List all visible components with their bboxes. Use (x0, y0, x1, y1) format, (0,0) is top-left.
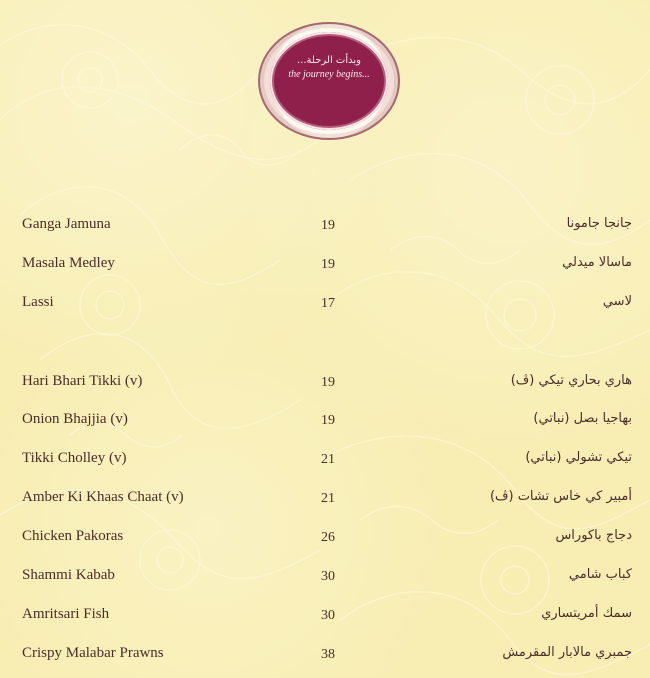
item-name: Shammi Kabab (22, 567, 115, 583)
item-name: Hari Bhari Tikki (v) (22, 373, 143, 389)
menu-item (22, 294, 632, 324)
item-name: Chicken Pakoras (22, 528, 124, 544)
item-arabic-name: كباب شامي (568, 567, 632, 582)
menu-item (22, 450, 632, 480)
item-price: 38 (321, 647, 335, 662)
item-name: Lassi (22, 294, 54, 310)
menu-item (22, 255, 632, 285)
item-arabic-name: لاسي (602, 294, 632, 309)
item-name: Amber Ki Khaas Chaat (v) (22, 489, 184, 505)
item-price: 19 (321, 375, 335, 390)
menu-item (22, 528, 632, 558)
item-arabic-name: جمبري مالابار المقرمش (502, 645, 632, 660)
item-arabic-name: ماسالا ميدلي (562, 255, 632, 270)
item-price: 19 (321, 257, 335, 272)
item-price: 26 (321, 530, 335, 545)
item-price: 17 (321, 296, 335, 311)
item-arabic-name: سمك أمريتساري (541, 606, 632, 621)
item-price: 21 (321, 491, 335, 506)
item-name: Masala Medley (22, 255, 115, 271)
item-name: Amritsari Fish (22, 606, 110, 622)
menu-item (22, 216, 632, 246)
menu-item (22, 411, 632, 441)
item-name: Ganga Jamuna (22, 216, 111, 232)
menu-item (22, 606, 632, 636)
badge-inner (270, 32, 388, 130)
item-arabic-name: تيكي تشولي (نباتي) (525, 450, 632, 465)
item-price: 21 (321, 452, 335, 467)
item-price: 30 (321, 608, 335, 623)
menu-item (22, 373, 632, 403)
item-name: Crispy Malabar Prawns (22, 645, 164, 661)
item-price: 30 (321, 569, 335, 584)
badge-english-text: the journey begins... (288, 68, 370, 80)
item-name: Onion Bhajjia (v) (22, 411, 128, 427)
item-arabic-name: أمبير كي خاس تشات (ڤ) (489, 489, 632, 504)
badge-arabic-text: وبدأت الرحلة... (297, 55, 361, 66)
header-badge (258, 22, 400, 140)
menu-item (22, 645, 632, 675)
badge-text (258, 56, 400, 80)
item-arabic-name: دجاج باكوراس (555, 528, 632, 543)
item-price: 19 (321, 413, 335, 428)
item-arabic-name: هاري بحاري تيكي (ڤ) (510, 373, 632, 388)
item-arabic-name: بهاجيا بصل (نباتي) (533, 411, 632, 426)
menu-item (22, 567, 632, 597)
item-name: Tikki Cholley (v) (22, 450, 127, 466)
item-arabic-name: جانجا جامونا (566, 216, 632, 231)
menu-item (22, 489, 632, 519)
item-price: 19 (321, 218, 335, 233)
